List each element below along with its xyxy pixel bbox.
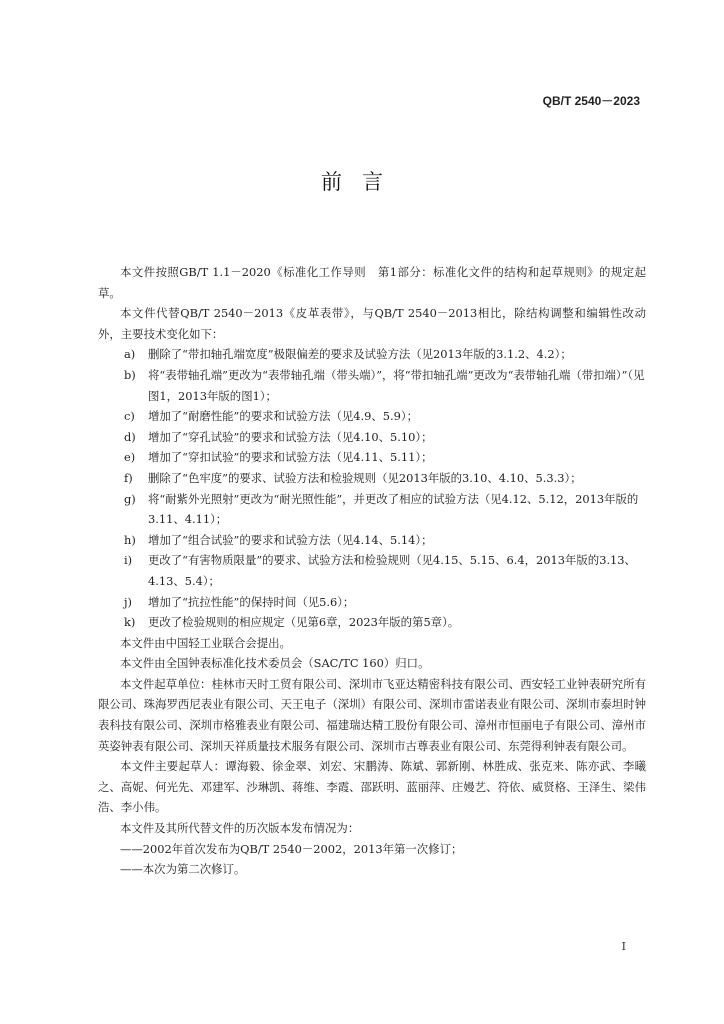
list-text: 增加了“穿扣试验”的要求和试验方法（见4.11、5.11）； bbox=[148, 450, 433, 465]
list-item bbox=[98, 592, 646, 613]
list-item bbox=[98, 489, 646, 530]
list-item bbox=[98, 468, 646, 489]
paragraph-drafting-basis: 本文件按照GB/T 1.1－2020《标准化工作导则 第1部分：标准化文件的结构和起草规则》的规定起草。 bbox=[98, 265, 646, 300]
list-text: 更改了检验规则的相应规定（见第6章，2023年版的第5章）。 bbox=[148, 615, 460, 630]
list-marker: c) bbox=[124, 409, 135, 424]
list-marker: j) bbox=[124, 594, 132, 609]
list-text: 增加了“组合试验”的要求和试验方法（见4.14、5.14）； bbox=[148, 532, 433, 547]
list-marker: g) bbox=[124, 491, 136, 506]
list-item bbox=[98, 365, 646, 406]
list-marker: d) bbox=[124, 429, 136, 444]
paragraph-proposer: 本文件由中国轻工业联合会提出。 bbox=[120, 635, 291, 650]
document-body bbox=[98, 262, 646, 880]
list-text: 更改了“有害物质限量”的要求、试验方法和检验规则（见4.15、5.15、6.4，2013年版的3.13、4.13、5.4）； bbox=[148, 553, 636, 588]
history-item: ——2002年首次发布为QB/T 2540－2002，2013年第一次修订； bbox=[120, 841, 463, 856]
list-text: 将“耐紫外光照射”更改为“耐光照性能”，并更改了相应的试验方法（见4.12、5.12，2013年版的3.11、4.11）； bbox=[148, 491, 639, 527]
list-item bbox=[98, 447, 646, 468]
list-marker: a) bbox=[124, 347, 136, 362]
list-marker: h) bbox=[124, 532, 136, 547]
standard-code: QB/T 2540－2023 bbox=[542, 94, 640, 108]
paragraph-replacement: 本文件代替QB/T 2540－2013《皮革表带》，与QB/T 2540－2013相比，除结构调整和编辑性改动外，主要技术变化如下： bbox=[98, 306, 646, 341]
list-item bbox=[98, 550, 646, 591]
paragraph-history-intro: 本文件及其所代替文件的历次版本发布情况为： bbox=[120, 821, 360, 836]
list-item bbox=[98, 612, 646, 633]
history-item: ——本次为第二次修订。 bbox=[120, 862, 246, 877]
paragraph-drafters: 本文件主要起草人：谭海毅、徐金翠、刘宏、宋鹏涛、陈斌、郭新刚、林胜成、张克来、陈亦武、李曦之、高妮、何光先、邓建军、沙琳凯、蒋维、李霞、邵跃明、蓝丽萍、庄嫚艺、符依、威贤格、王泽生、梁伟浩、李小伟。 bbox=[98, 759, 646, 815]
list-marker: e) bbox=[124, 450, 136, 465]
list-text: 增加了“耐磨性能”的要求和试验方法（见4.9、5.9）； bbox=[148, 409, 418, 424]
list-marker: f) bbox=[124, 470, 133, 485]
page-title: 前言 bbox=[321, 170, 403, 194]
list-text: 增加了“抗拉性能”的保持时间（见5.6）； bbox=[148, 594, 355, 609]
page-number: I bbox=[621, 940, 626, 953]
list-marker: i) bbox=[124, 553, 133, 568]
list-text: 删除了“色牢度”的要求、试验方法和检验规则（见2013年版的3.10、4.10、5.3.3）； bbox=[148, 470, 582, 485]
list-item bbox=[98, 406, 646, 427]
list-item bbox=[98, 530, 646, 551]
list-item bbox=[98, 427, 646, 448]
list-text: 删除了“带扣轴孔端宽度”极限偏差的要求及试验方法（见2013年版的3.1.2、4.2）； bbox=[148, 347, 572, 362]
list-text: 增加了“穿孔试验”的要求和试验方法（见4.10、5.10）； bbox=[148, 429, 433, 444]
list-text: 将“表带轴孔端”更改为“表带轴孔端（带头端）”，将“带扣轴孔端”更改为“表带轴孔端（带扣端）”（见图1，2013年版的图1）； bbox=[148, 367, 645, 403]
list-marker: b) bbox=[124, 367, 136, 382]
list-marker: k) bbox=[124, 615, 136, 630]
paragraph-committee: 本文件由全国钟表标准化技术委员会（SAC/TC 160）归口。 bbox=[120, 656, 430, 671]
paragraph-drafting-units: 本文件起草单位：桂林市天时工贸有限公司、深圳市飞亚达精密科技有限公司、西安轻工业钟表研究所有限公司、珠海罗西尼表业有限公司、天王电子（深圳）有限公司、深圳市雷诺表业有限公司、深圳市泰坦时钟表科技有限公司、深圳市格雅表业有限公司、福建瑞达精工股份有限公司、漳州市恒丽电子有限公司、漳州市英姿钟表有限公司、深圳天祥质量技术服务有限公司、深圳市古尊表业有限公司、东莞得利钟表有限公司。 bbox=[98, 676, 646, 753]
list-item bbox=[98, 344, 646, 365]
